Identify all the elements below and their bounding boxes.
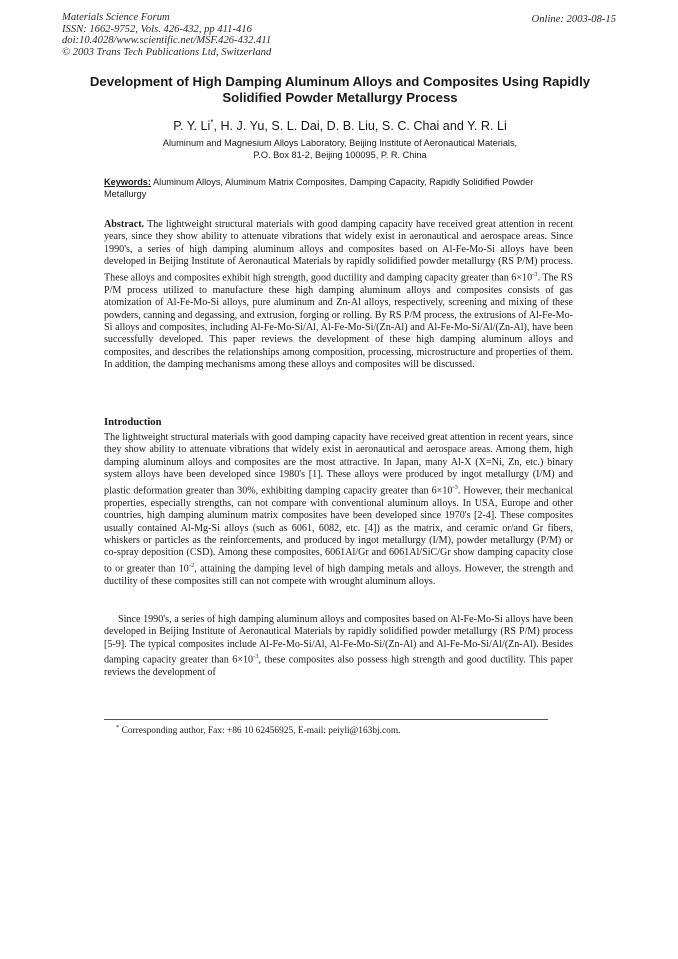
doi-line: doi:10.4028/www.scientific.net/MSF.426-432.411 bbox=[62, 35, 272, 46]
section-heading-introduction: Introduction bbox=[104, 417, 162, 428]
abstract-label: Abstract. bbox=[104, 219, 145, 230]
abstract-text-1: The lightweight structural materials with good damping capacity have received great attention in recent years, since they show ability to attenuate vibrations that widely exist in aeronautical and aerospace areas. Since 1990's, a series of high damping aluminum alloys and composites based on Al-Fe-Mo-Si alloys have been developed in Beijing Institute of Aeronautical Materials by rapidly solidified powder metallurgy (RS P/M) process. These alloys and composites exhibit high strength, good ductility and damping capacity greater than 6×10 bbox=[104, 219, 573, 284]
exponent: -3 bbox=[253, 653, 259, 661]
paper-title: Development of High Damping Aluminum Alloys and Composites Using Rapidly Solidified Powder Metallurgy Process bbox=[89, 74, 591, 105]
abstract-text-2: . The RS P/M process utilized to manufacture these high damping aluminum alloys and composites consists of gas atomization of Al-Fe-Mo-Si alloys, pure aluminum and Zn-Al alloys, respectively, screening and mixing of these powders, canning and degassing, and extrusion, forging or rolling. By RS P/M process, the extrusions of Al-Fe-Mo-Si alloys and composites, including Al-Fe-Mo-Si/Al, Al-Fe-Mo-Si/(Zn-Al) and Al-Fe-Mo-Si/Al/(Zn-Al), have been successfully developed. This paper reviews the development of these high damping aluminum alloys and composites, and describes the relationships among composition, processing, microstructure and properties of them. In addition, the damping mechanisms among these alloys and composites will be discussed. bbox=[104, 272, 573, 371]
footnote-text: Corresponding author, Fax: +86 10 62456925, E-mail: peiyli@163bj.com. bbox=[121, 726, 401, 737]
intro-text: , these composites also possess high strength and good ductility. This paper reviews the development of bbox=[104, 654, 573, 679]
abstract bbox=[104, 219, 573, 372]
keywords bbox=[104, 176, 574, 200]
first-author: P. Y. Li bbox=[173, 119, 211, 134]
footnote-divider bbox=[104, 719, 548, 720]
exponent: -3 bbox=[452, 483, 458, 491]
intro-paragraph-2 bbox=[104, 614, 573, 680]
intro-text: The lightweight structural materials with good damping capacity have received great attention in recent years, since they show ability to attenuate vibrations that widely exist in aeronautical and aerospace areas. Among them, high damping aluminum alloys and composites are the most attractive. In Japan, many Al-X (X=Ni, Zn, etc.) binary system alloys have been developed since 1980's [1]. These alloys were produced by ingot metallurgy (I/M) and plastic deformation greater than 30%, exhibiting damping capacity greater than 6×10 bbox=[104, 432, 573, 497]
corresponding-mark: * bbox=[210, 118, 214, 127]
affiliation-line-2: P.O. Box 81-2, Beijing 100095, P. R. China bbox=[253, 150, 427, 161]
copyright-line: © 2003 Trans Tech Publications Ltd, Switzerland bbox=[62, 46, 272, 58]
journal-name: Materials Science Forum bbox=[62, 12, 170, 23]
keywords-label: Keywords: bbox=[104, 177, 151, 187]
other-authors: , H. J. Yu, S. L. Dai, D. B. Liu, S. C. Chai and Y. R. Li bbox=[213, 119, 507, 134]
footnote bbox=[116, 724, 400, 736]
exponent: -3 bbox=[532, 270, 538, 278]
author-list bbox=[70, 118, 610, 133]
affiliation bbox=[90, 137, 590, 162]
issn-line: ISSN: 1662-9752, Vols. 426-432, pp 411-416 bbox=[62, 23, 252, 35]
journal-header bbox=[62, 12, 271, 58]
footnote-mark: * bbox=[116, 724, 120, 731]
intro-text: , attaining the damping level of high damping metals and alloys. However, the strength and ductility of these composites still can not compete with wrought aluminum alloys. bbox=[104, 563, 573, 587]
intro-text: . However, their mechanical properties, especially strengths, can not compare with conventional aluminum alloys. In USA, Europe and other countries, high damping aluminum matrix composites have been developed since 1970's [2-4]. These composites usually contained Al-Mg-Si alloys (such as 6061, 6082, etc. [4]) as the matrix, and ceramic or/and Gr fibers, whiskers or particles as the reinforcements, and produced by ingot metallurgy (I/M), powder metallurgy (P/M) or co-spray deposition (CSD). Among these composites, 6061Al/Gr and 6061Al/SiC/Gr show damping capacity close to or greater than 10 bbox=[104, 485, 573, 575]
intro-paragraph-1 bbox=[104, 432, 573, 588]
online-date: Online: 2003-08-15 bbox=[531, 14, 616, 25]
exponent: -2 bbox=[188, 561, 195, 569]
affiliation-line-1: Aluminum and Magnesium Alloys Laboratory, Beijing Institute of Aeronautical Materials, bbox=[162, 138, 518, 148]
intro-text: Since 1990's, a series of high damping aluminum alloys and composites based on Al-Fe-Mo-Si alloys have been developed in Beijing Institute of Aeronautical Materials by rapidly solidified powder metallurgy (RS P/M) process [5-9]. The typical composites include Al-Fe-Mo-Si/Al, Al-Fe-Mo-Si/(Zn-Al) and Al-Fe-Mo-Si/Al/(Zn-Al). Besides damping capacity greater than 6×10 bbox=[104, 614, 573, 666]
keywords-text: Aluminum Alloys, Aluminum Matrix Composites, Damping Capacity, Rapidly Solidified Powder Metallurgy bbox=[104, 177, 534, 199]
